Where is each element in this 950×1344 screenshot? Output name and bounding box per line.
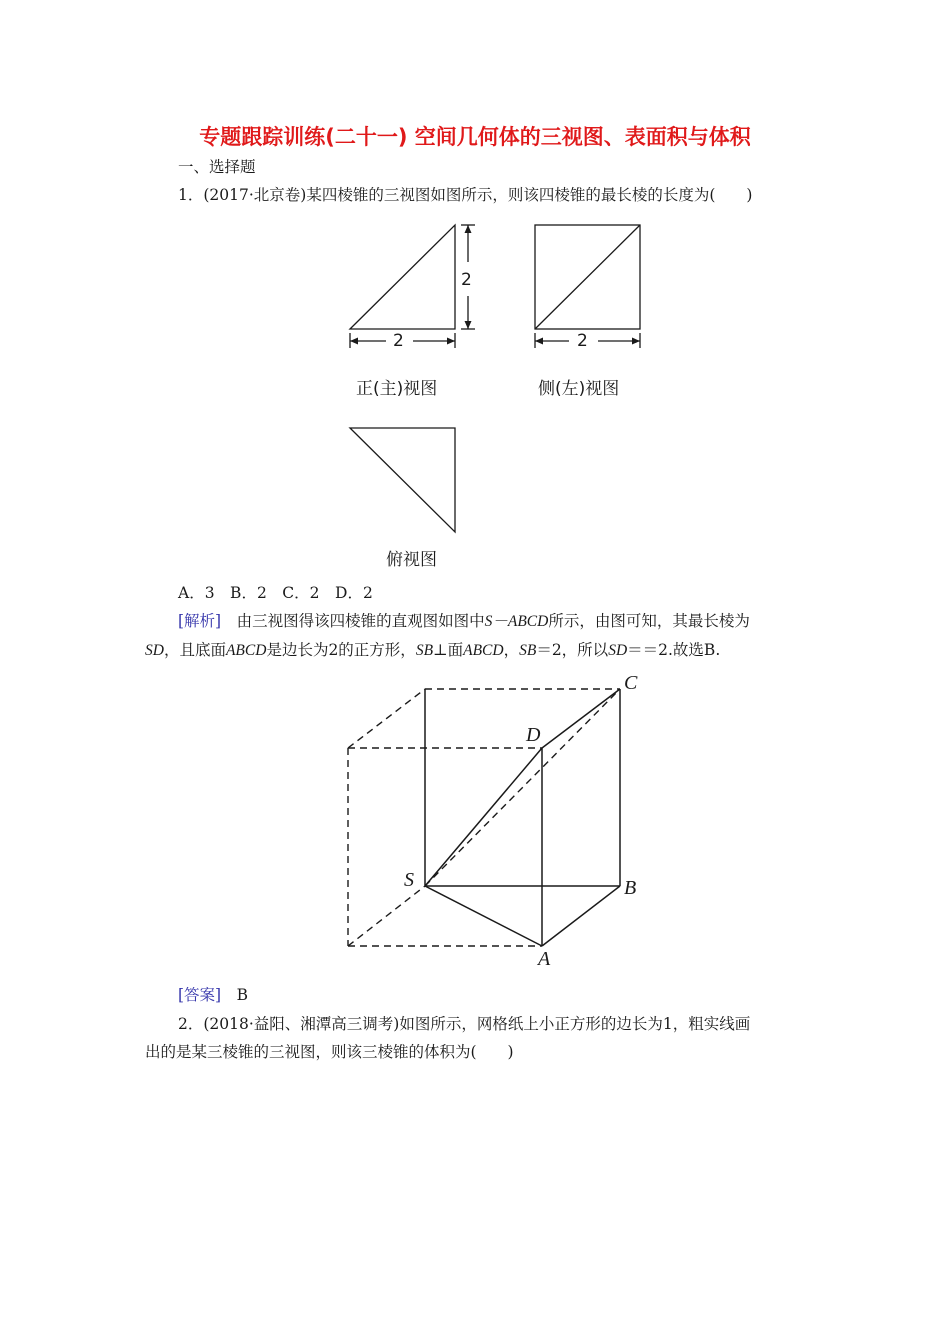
question-2-line-2: 出的是某三棱锥的三视图，则该三棱锥的体积为( ) <box>145 1043 514 1061</box>
analysis-line-1: [解析] 由三视图得该四棱锥的直观图如图中S－ABCD所示，由图可知，其最长棱为 <box>178 612 750 630</box>
question-1-stem: 1．(2017·北京卷)某四棱锥的三视图如图所示，则该四棱锥的最长棱的长度为( ) <box>178 186 753 204</box>
question-2-line-1: 2．(2018·益阳、湘潭高三调考)如图所示，网格纸上小正方形的边长为1，粗实线画 <box>178 1015 751 1033</box>
front-view-caption: 正(主)视图 <box>356 379 438 399</box>
vertex-label-b: B <box>624 877 637 899</box>
section-heading: 一、选择题 <box>178 158 256 176</box>
vertex-label-a: A <box>538 948 551 970</box>
analysis-tag: [解析] <box>178 612 222 630</box>
question-1-options: A．3 B．2 C．2 D．2 <box>178 584 373 602</box>
page-title: 专题跟踪训练(二十一) 空间几何体的三视图、表面积与体积 <box>199 125 751 149</box>
front-height-label: 2 <box>461 270 472 290</box>
vertex-label-d: D <box>526 724 541 746</box>
top-view-caption: 俯视图 <box>386 550 437 570</box>
side-view-caption: 侧(左)视图 <box>538 379 620 399</box>
analysis-line-2: SD，且底面ABCD是边长为2的正方形，SB⊥面ABCD，SB＝2，所以SD＝＝2.故选B. <box>145 641 721 659</box>
side-width-label: 2 <box>577 331 588 351</box>
front-width-label: 2 <box>393 331 404 351</box>
answer-tag: [答案] <box>178 986 222 1004</box>
vertex-label-s: S <box>404 869 414 891</box>
vertex-label-c: C <box>624 672 638 694</box>
answer-line: [答案] B <box>178 986 248 1004</box>
